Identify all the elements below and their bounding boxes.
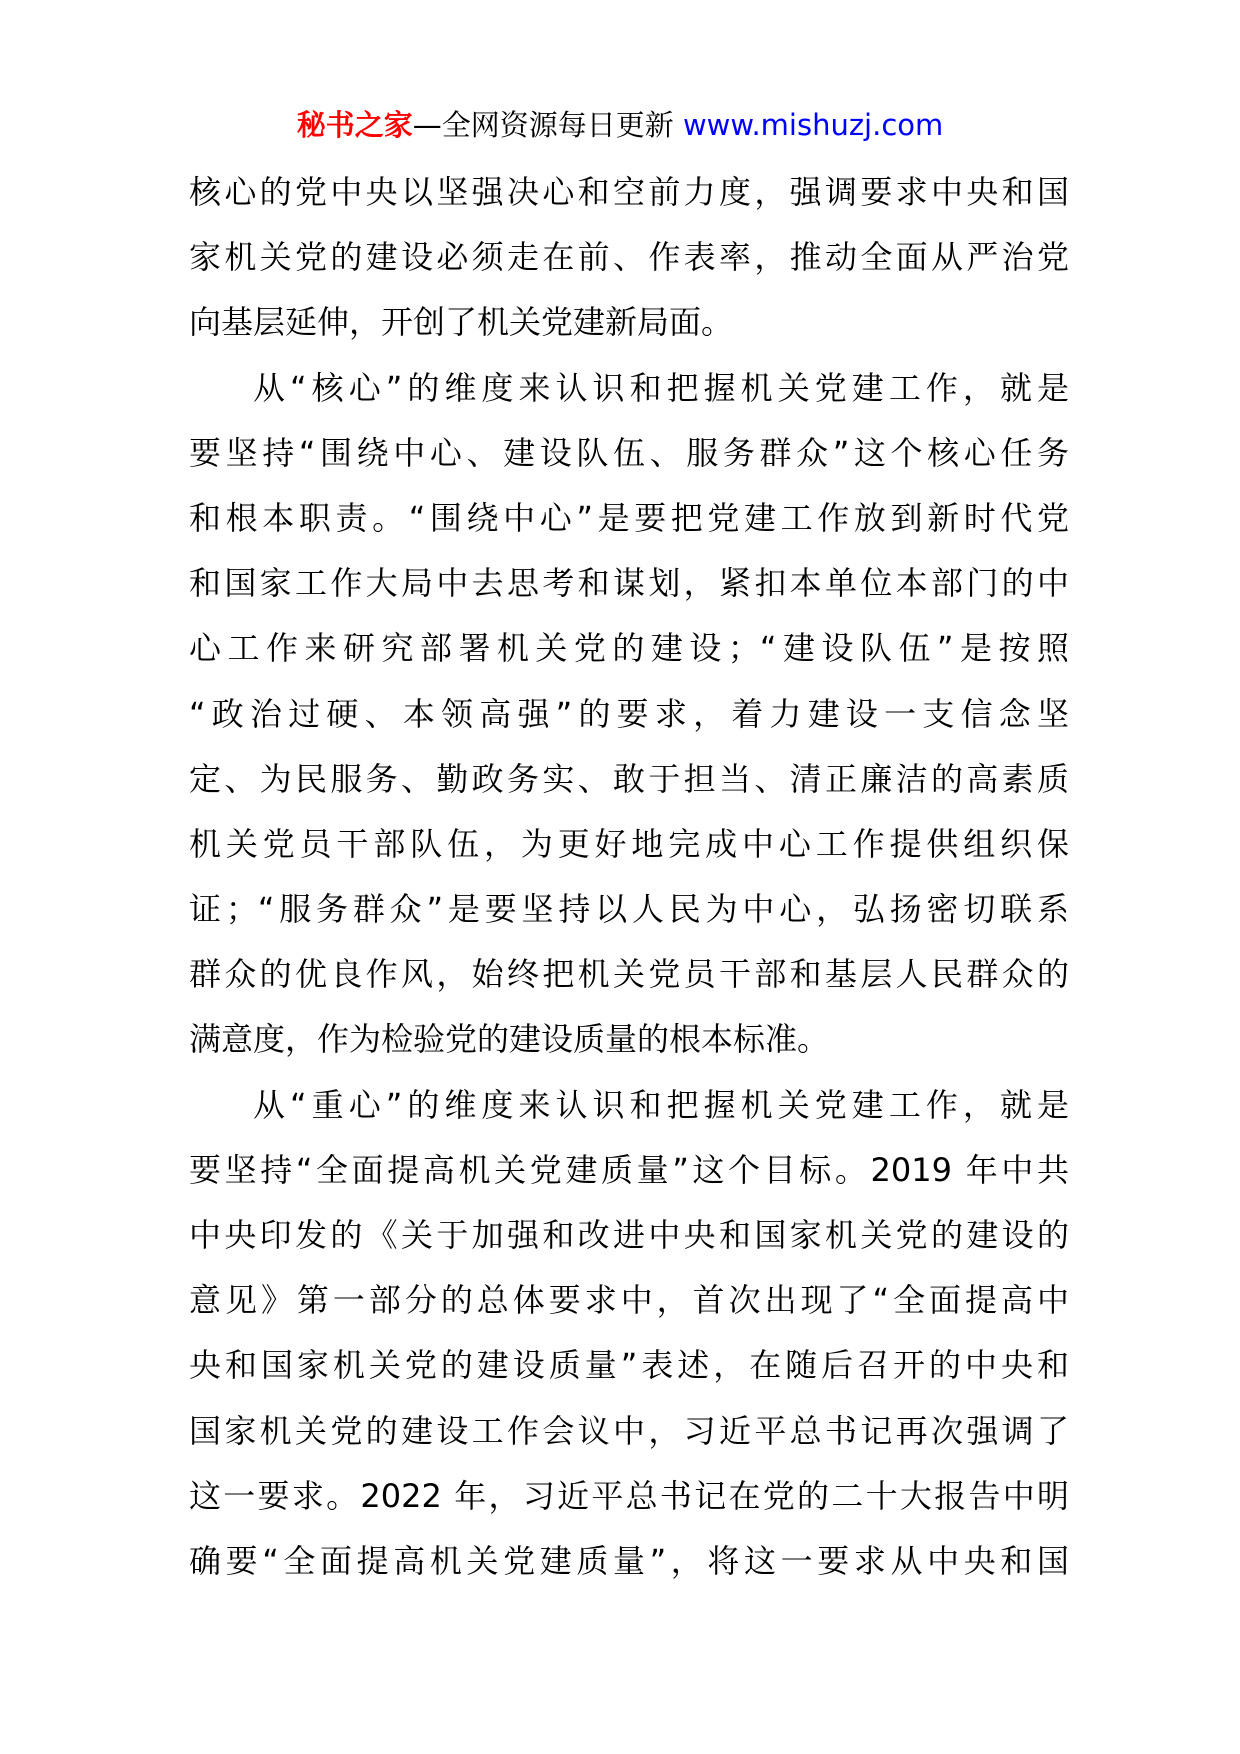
text-line: 和根本职责。“围绕中心”是要把党建工作放到新时代党: [189, 498, 1069, 537]
text-line: 证；“服务群众”是要坚持以人民为中心，弘扬密切联系: [189, 890, 1069, 929]
paragraph-first-line: 从“核心”的维度来认识和把握机关党建工作，就是: [253, 368, 1069, 407]
text-line: “政治过硬、本领高强”的要求，着力建设一支信念坚: [189, 694, 1069, 733]
text-line: 这一要求。2022 年，习近平总书记在党的二十大报告中明: [189, 1476, 1069, 1515]
text-line: 定、为民服务、勤政务实、敢于担当、清正廉洁的高素质: [189, 759, 1069, 798]
text-line: 家机关党的建设必须走在前、作表率，推动全面从严治党: [189, 238, 1069, 277]
text-line: 向基层延伸，开创了机关党建新局面。: [189, 303, 734, 342]
site-url-link[interactable]: www.mishuzj.com: [682, 108, 944, 142]
text-line: 机关党员干部队伍，为更好地完成中心工作提供组织保: [189, 824, 1069, 863]
paragraph-first-line: 从“重心”的维度来认识和把握机关党建工作，就是: [253, 1085, 1069, 1124]
document-body: [189, 160, 1069, 1594]
text-line: 群众的优良作风，始终把机关党员干部和基层人民群众的: [189, 955, 1069, 994]
text-line: 意见》第一部分的总体要求中，首次出现了“全面提高中: [189, 1281, 1069, 1320]
text-line: 核心的党中央以坚强决心和空前力度，强调要求中央和国: [189, 173, 1069, 211]
text-line: 央和国家机关党的建设质量”表述，在随后召开的中央和: [189, 1346, 1069, 1385]
text-line: 满意度，作为检验党的建设质量的根本标准。: [189, 1020, 830, 1059]
page-header: [0, 103, 1240, 147]
text-line: 确要“全面提高机关党建质量”，将这一要求从中央和国: [189, 1541, 1069, 1580]
text-line: 和国家工作大局中去思考和谋划，紧扣本单位本部门的中: [189, 564, 1069, 603]
brand-name: 秘书之家: [296, 108, 413, 142]
text-line: 国家机关党的建设工作会议中，习近平总书记再次强调了: [189, 1411, 1069, 1450]
header-tagline: —全网资源每日更新: [412, 108, 674, 142]
text-line: 心工作来研究部署机关党的建设；“建设队伍”是按照: [189, 629, 1069, 668]
text-line: 要坚持“全面提高机关党建质量”这个目标。2019 年中共: [189, 1150, 1069, 1189]
text-line: 要坚持“围绕中心、建设队伍、服务群众”这个核心任务: [189, 433, 1069, 472]
text-line: 中央印发的《关于加强和改进中央和国家机关党的建设的: [189, 1216, 1069, 1254]
